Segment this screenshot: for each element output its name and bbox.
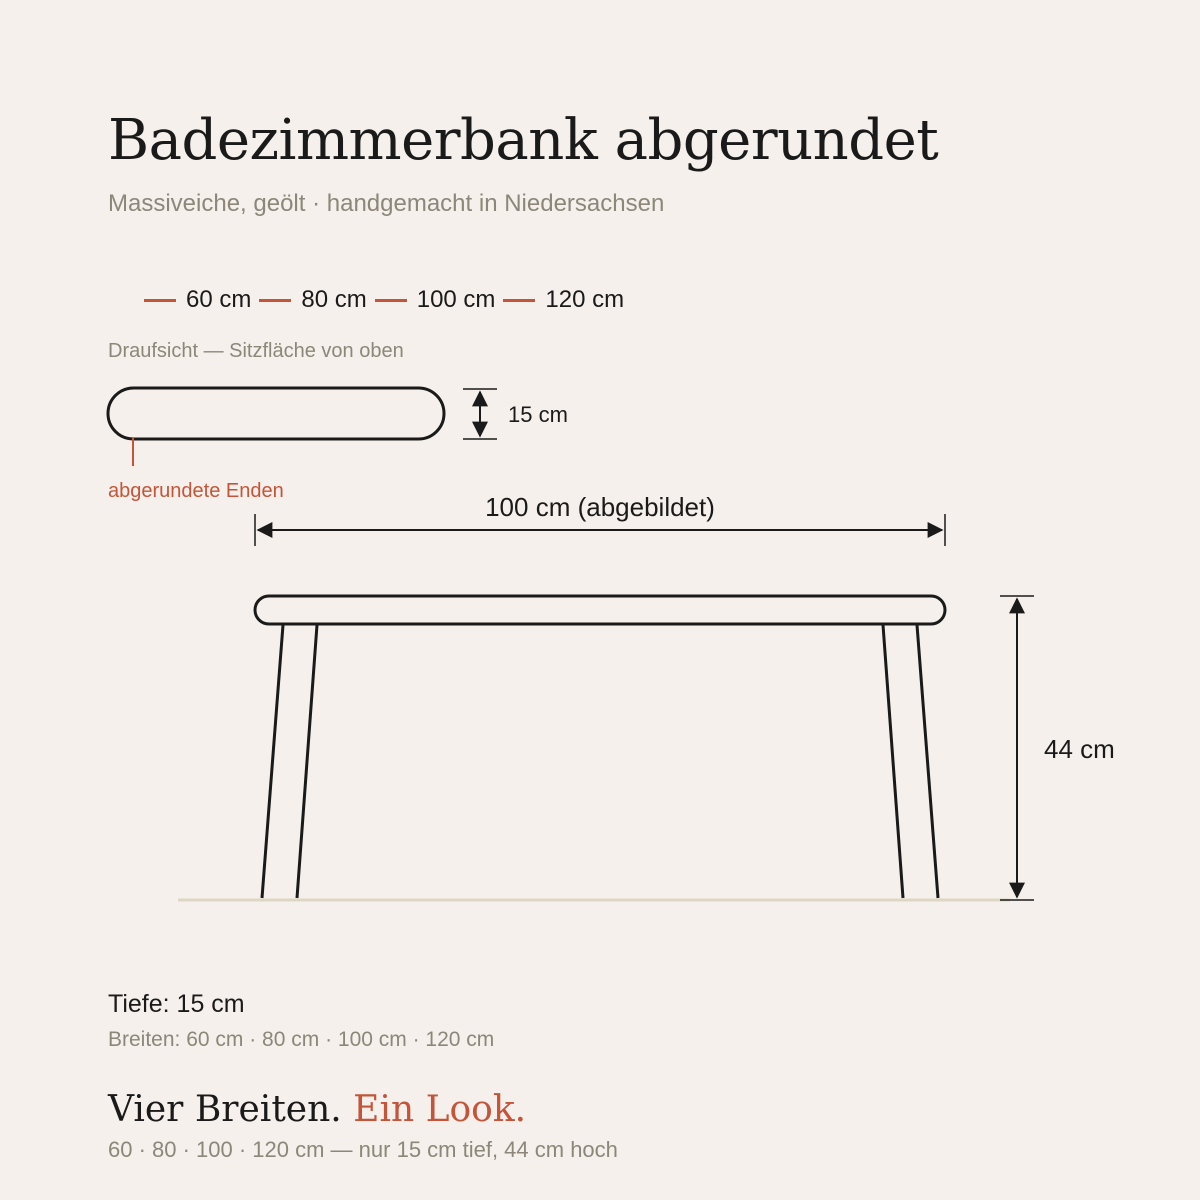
depth-label: 15 cm (508, 402, 568, 427)
page-subtitle: Massiveiche, geölt · handgemacht in Niedersachsen (108, 190, 665, 217)
bench-right-leg (883, 625, 938, 898)
bench-left-leg (262, 625, 317, 898)
top-view-seat (108, 388, 444, 439)
depth-dimension (463, 389, 497, 439)
tagline-main: Vier Breiten. (108, 1089, 342, 1130)
height-dimension (1000, 596, 1034, 900)
spec-depth: Tiefe: 15 cm (108, 990, 245, 1018)
size-option-label: 120 cm (545, 286, 625, 313)
tagline-accent: Ein Look. (353, 1089, 527, 1130)
spec-widths: Breiten: 60 cm · 80 cm · 100 cm · 120 cm (108, 1028, 495, 1051)
size-option-label: 80 cm (301, 286, 367, 313)
tagline (108, 1088, 526, 1132)
side-view-seat (255, 596, 945, 624)
width-label: 100 cm (abgebildet) (485, 492, 715, 522)
top-view-label: Draufsicht — Sitzfläche von oben (108, 340, 404, 362)
size-option-label: 60 cm (186, 286, 252, 313)
tagline-subtext: 60 · 80 · 100 · 120 cm — nur 15 cm tief, 44 cm hoch (108, 1137, 618, 1162)
size-option-label: 100 cm (416, 286, 496, 313)
height-label: 44 cm (1044, 734, 1115, 764)
page-title: Badezimmerbank abgerundet (108, 108, 939, 173)
rounded-ends-label: abgerundete Enden (108, 480, 284, 502)
